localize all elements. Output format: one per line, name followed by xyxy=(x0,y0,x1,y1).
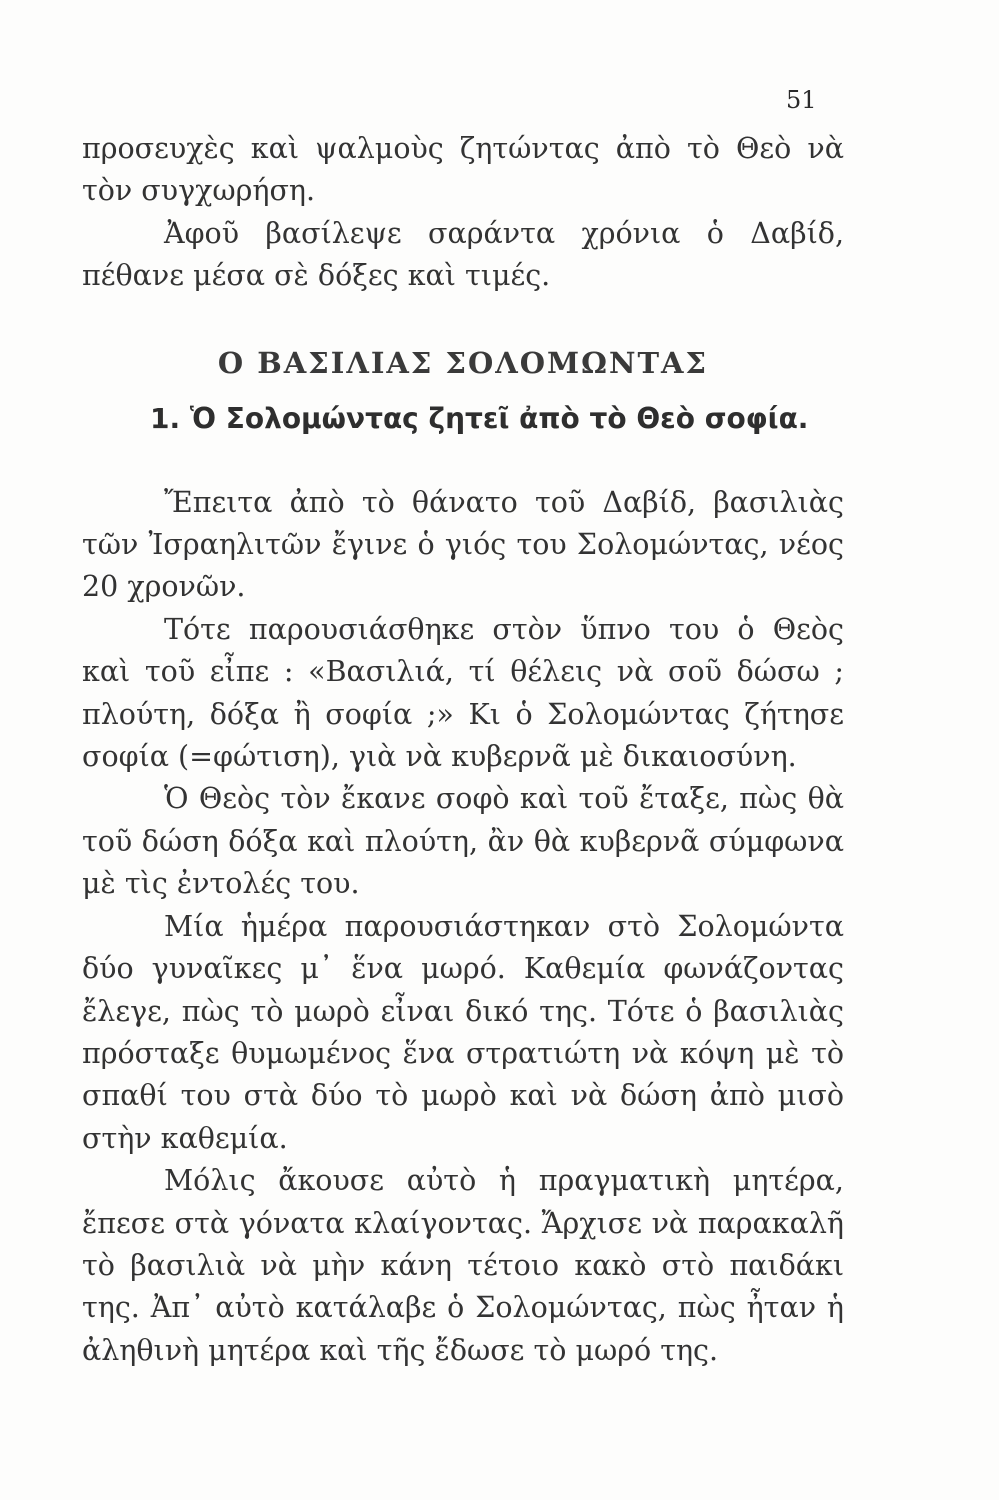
paragraph-promise: Ὁ Θεὸς τὸν ἔκανε σοφὸ καὶ τοῦ ἔταξε, πὼς θὰ τοῦ δώση δόξα καὶ πλούτη, ἂν θὰ κυβερνᾶ σύμφωνα μὲ τὶς ἐντολές του. xyxy=(82,782,844,901)
paragraph-dream: Τότε παρουσιάσθηκε στὸν ὕπνο του ὁ Θεὸς καὶ τοῦ εἶπε : «Βασιλιά, τί θέλεις νὰ σοῦ δώσω ; πλούτη, δόξα ἢ σοφία ;» Κι ὁ Σολομώντας ζήτησε σοφία (=φώτιση), γιὰ νὰ κυβερνᾶ μὲ δικαιοσύνη. xyxy=(82,612,844,774)
section-heading: 1. Ὁ Σολομώντας ζητεῖ ἀπὸ τὸ Θεὸ σοφία. xyxy=(150,401,809,435)
paragraph-succession: Ἔπειτα ἀπὸ τὸ θάνατο τοῦ Δαβίδ, βασιλιὰς τῶν Ἰσραηλιτῶν ἔγινε ὁ γιός του Σολομώντας, νέος 20 χρονῶν. xyxy=(82,485,844,604)
paragraph-continuation: προσευχὲς καὶ ψαλμοὺς ζητώντας ἀπὸ τὸ Θεὸ νὰ τὸν συγχωρήση. xyxy=(82,132,844,208)
page-text xyxy=(82,128,844,1372)
paragraph-true-mother: Μόλις ἄκουσε αὐτὸ ἡ πραγματικὴ μητέρα, ἔπεσε στὰ γόνατα κλαίγοντας. Ἄρχισε νὰ παρακαλῆ τὸ βασιλιὰ νὰ μὴν κάνη τέτοιο κακὸ στὸ παιδάκι της. Ἀπ᾽ αὐτὸ κατάλαβε ὁ Σολομώντας, πὼς ἦταν ἡ ἀληθινὴ μητέρα καὶ τῆς ἔδωσε τὸ μωρό της. xyxy=(82,1164,844,1367)
page-number: 51 xyxy=(786,86,817,114)
paragraph-two-women: Μία ἡμέρα παρουσιάστηκαν στὸ Σολομώντα δύο γυναῖκες μ᾽ ἕνα μωρό. Καθεμία φωνάζοντας ἔλεγε, πὼς τὸ μωρὸ εἶναι δικό της. Τότε ὁ βασιλιὰς πρόσταξε θυμωμένος ἕνα στρατιώτη νὰ κόψη μὲ τὸ σπαθί του στὰ δύο τὸ μωρὸ καὶ νὰ δώση ἀπὸ μισὸ στὴν καθεμία. xyxy=(82,909,844,1155)
paragraph-david-death: Ἀφοῦ βασίλεψε σαράντα χρόνια ὁ Δαβίδ, πέθανε μέσα σὲ δόξες καὶ τιμές. xyxy=(82,216,844,293)
chapter-title: Ο ΒΑΣΙΛΙΑΣ ΣΟΛΟΜΩΝΤΑΣ xyxy=(217,345,709,380)
